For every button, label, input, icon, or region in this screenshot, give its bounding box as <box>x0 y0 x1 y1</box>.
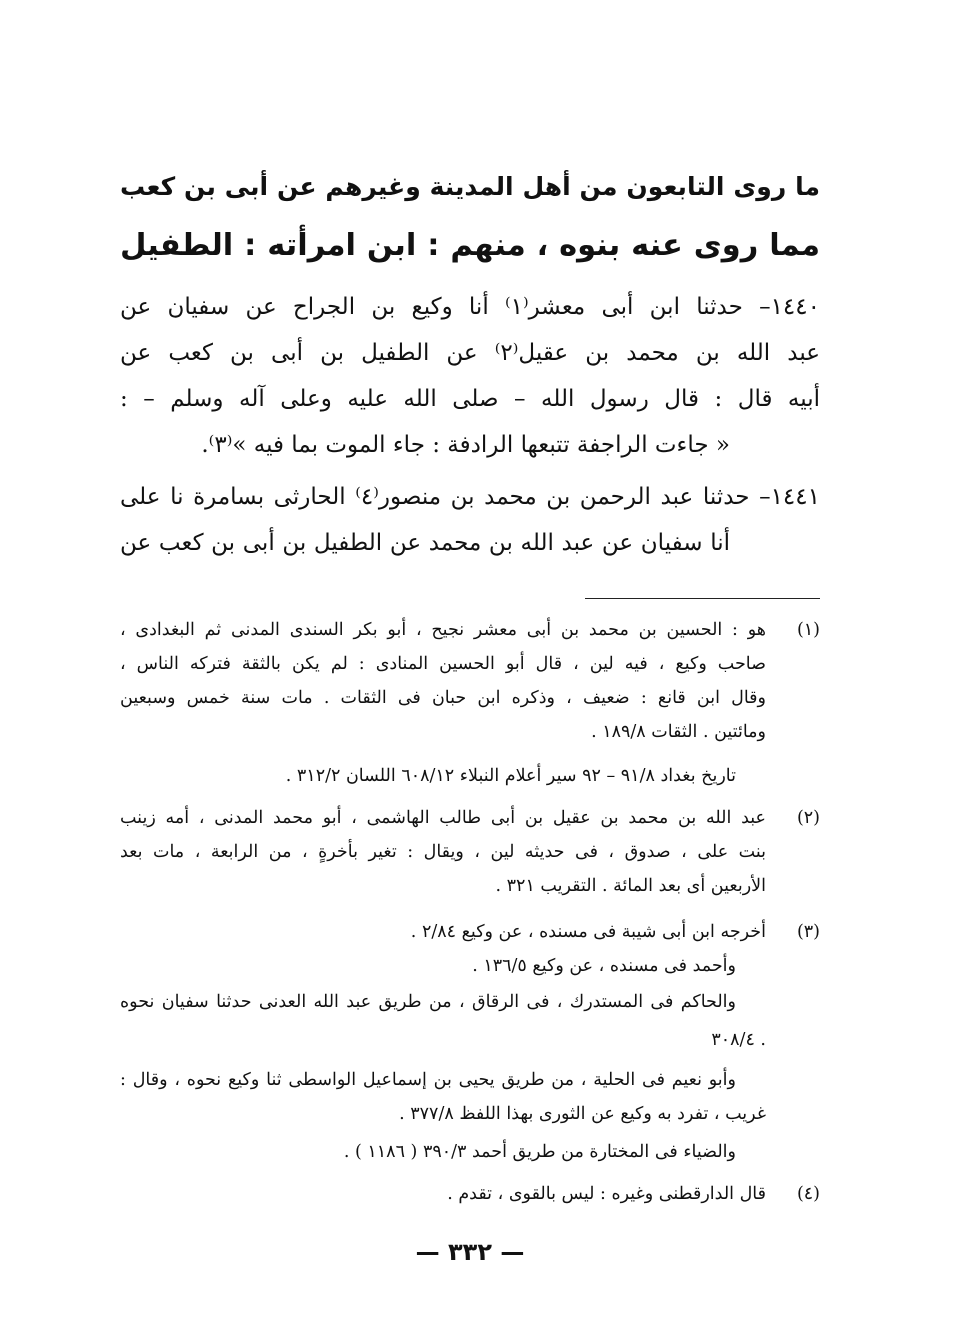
footnote-3-line-1: أخرجه ابن أبى شيبة فى مسنده ، عن وكيع ٢/٨٤ . <box>410 922 766 942</box>
footnote-1-line-2: صاحب وكيع ، فيه لين ، قال أبو الحسين المنادى : لم يكن بالثقة فتركه الناس ، <box>120 654 766 674</box>
footnote-divider <box>585 598 820 599</box>
footnote-2-line-1: عبد الله بن محمد بن عقيل بن أبى طالب الهاشمى ، أبو محمد المدنى ، أمه زينب <box>120 808 766 828</box>
footnote-1-line-3: وقال ابن قانع : ضعيف ، وذكره ابن حبان فى الثقات . مات سنة خمس وسبعين <box>120 688 766 708</box>
footnote-1-line-4: ومائتين . الثقات ١٨٩/٨ . <box>591 722 766 742</box>
chapter-heading-line-2: مما روى عنه بنوه ، منهم : ابن امرأته : الطفيل <box>120 228 820 263</box>
footnote-2-marker: (٢) <box>796 808 820 828</box>
hadith-1440-line-2: عبد الله بن محمد بن عقيل⁽٢⁾ عن الطفيل بن أبى بن كعب عن <box>120 340 821 366</box>
footnote-1-line-5: تاريخ بغداد ٩١/٨ – ٩٢ سير أعلام النبلاء ٦٠٨/١٢ اللسان ٣١٢/٢ . <box>285 766 736 786</box>
footnote-3-line-3: والحاكم فى المستدرك ، فى الرقاق ، من طريق عبد الله العدنى حدثنا سفيان نحوه <box>120 992 736 1012</box>
footnote-3-line-4: ٣٠٨/٤ . <box>711 1030 766 1050</box>
footnote-2-line-3: الأربعين أى بعد المائة . التقريب ٣٢١ . <box>495 876 766 896</box>
footnote-4-line-1: قال الدارقطنى وغيره : ليس بالقوى ، تقدم . <box>447 1184 766 1204</box>
hadith-1440-line-3: أبيه قال : قال رسول الله – صلى الله عليه وعلى آله وسلم – : <box>120 386 820 412</box>
footnote-3-marker: (٣) <box>796 922 820 942</box>
hadith-1441-line-1: ١٤٤١– حدثنا عبد الرحمن بن محمد بن منصور⁽٤⁾ الحارثى بسامرة نا على <box>120 484 820 510</box>
footnote-3-line-2: وأحمد فى مسنده ، عن وكيع ١٣٦/٥ . <box>472 956 736 976</box>
footnote-3-line-7: والضياء فى المختارة من طريق أحمد ٣٩٠/٣ ( ١١٨٦ ) . <box>343 1142 736 1162</box>
page-number: — ٣٣٢ — <box>415 1238 525 1266</box>
footnote-3-line-5: وأبو نعيم فى الحلية ، من طريق يحيى بن إسماعيل الواسطى ثنا وكيع نحوه ، وقال : <box>120 1070 736 1090</box>
hadith-1441-line-2: أنا سفيان عن عبد الله بن محمد عن الطفيل بن أبى بن كعب عن <box>120 530 730 556</box>
hadith-1440-line-1: ١٤٤٠– حدثنا ابن أبى معشر⁽١⁾ أنا وكيع بن الجراح عن سفيان عن <box>120 294 820 320</box>
footnote-2-line-2: بنت على ، صدوق ، فى حديثه لين ، ويقال : تغير بأخرةٍ ، من الرابعة ، مات بعد <box>120 842 766 862</box>
chapter-heading-line-1: ما روى التابعون من أهل المدينة وغيرهم عن أبى بن كعب <box>120 172 820 201</box>
footnote-1-marker: (١) <box>796 620 820 640</box>
hadith-1440-line-4: « جاءت الراجفة تتبعها الرادفة : جاء الموت بما فيه »⁽٣⁾. <box>201 432 730 458</box>
footnote-3-line-6: غريب ، تفرد به وكيع عن الثورى بهذا اللفظ ٣٧٧/٨ . <box>399 1104 766 1124</box>
footnote-4-marker: (٤) <box>796 1184 820 1204</box>
footnote-1-line-1: هو : الحسين بن محمد بن أبى معشر نجيح ، أبو بكر السندى المدنى ثم البغدادى ، <box>120 620 766 640</box>
